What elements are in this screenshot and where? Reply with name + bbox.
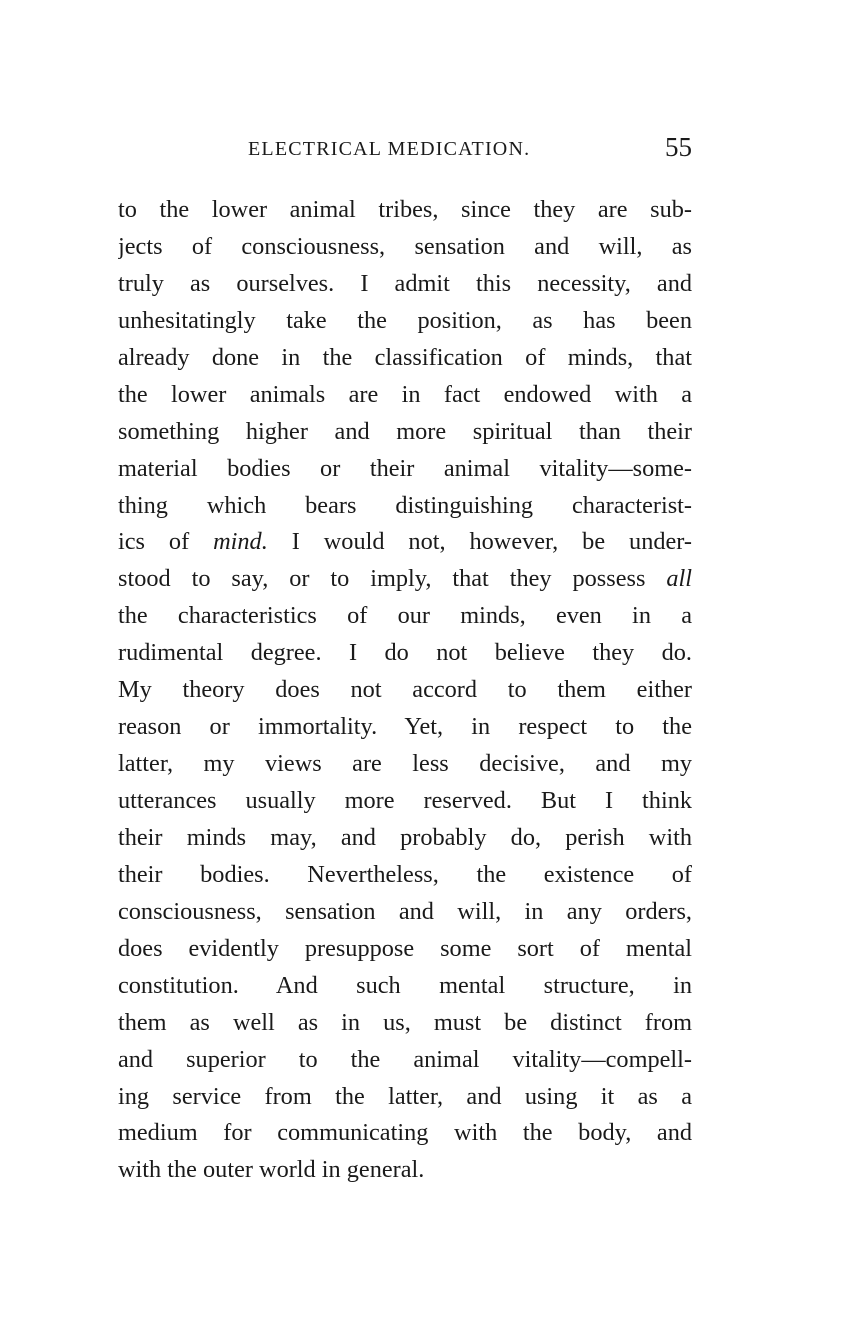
text-line: utterances usually more reserved. But I think <box>118 787 692 814</box>
text-line: something higher and more spiritual than their <box>118 417 692 445</box>
text-line: constitution. And such mental structure, in <box>118 971 692 999</box>
running-title: ELECTRICAL MEDICATION. <box>248 138 531 160</box>
text-line: to the lower animal tribes, since they are sub- <box>118 196 692 223</box>
text-line: jects of consciousness, sensation and will, as <box>118 232 692 260</box>
text-line: ics of mind. I would not, however, be under- <box>118 528 692 556</box>
running-head <box>118 134 692 166</box>
text-line: their minds may, and probably do, perish with <box>118 823 692 851</box>
italic-word: mind. <box>213 528 268 556</box>
text-line: the characteristics of our minds, even in a <box>118 602 692 630</box>
text-line: truly as ourselves. I admit this necessity, and <box>118 269 692 297</box>
text-line: thing which bears distinguishing characterist- <box>118 491 692 519</box>
text-line: My theory does not accord to them either <box>118 676 692 704</box>
text-line: does evidently presuppose some sort of mental <box>118 934 692 962</box>
text-line: rudimental degree. I do not believe they do. <box>118 639 692 667</box>
text-line: consciousness, sensation and will, in any orders, <box>118 897 692 925</box>
text-line: the lower animals are in fact endowed with a <box>118 380 692 408</box>
italic-word: all <box>666 565 692 593</box>
page-number: 55 <box>665 132 692 162</box>
body-text <box>118 192 692 1189</box>
text-line: unhesitatingly take the position, as has been <box>118 306 692 334</box>
text-line: already done in the classification of minds, that <box>118 343 692 371</box>
text-line: latter, my views are less decisive, and my <box>118 750 692 778</box>
text-line: reason or immortality. Yet, in respect to the <box>118 713 692 741</box>
text-line: and superior to the animal vitality—compell- <box>118 1045 692 1073</box>
text-line: stood to say, or to imply, that they possess all <box>118 565 692 593</box>
text-line: material bodies or their animal vitality—some- <box>118 454 692 482</box>
text-line: their bodies. Nevertheless, the existence of <box>118 860 692 888</box>
text-line: medium for communicating with the body, and <box>118 1119 692 1147</box>
text-line: them as well as in us, must be distinct from <box>118 1008 692 1036</box>
text-line: with the outer world in general. <box>118 1156 425 1184</box>
text-line: ing service from the latter, and using it as a <box>118 1082 692 1110</box>
